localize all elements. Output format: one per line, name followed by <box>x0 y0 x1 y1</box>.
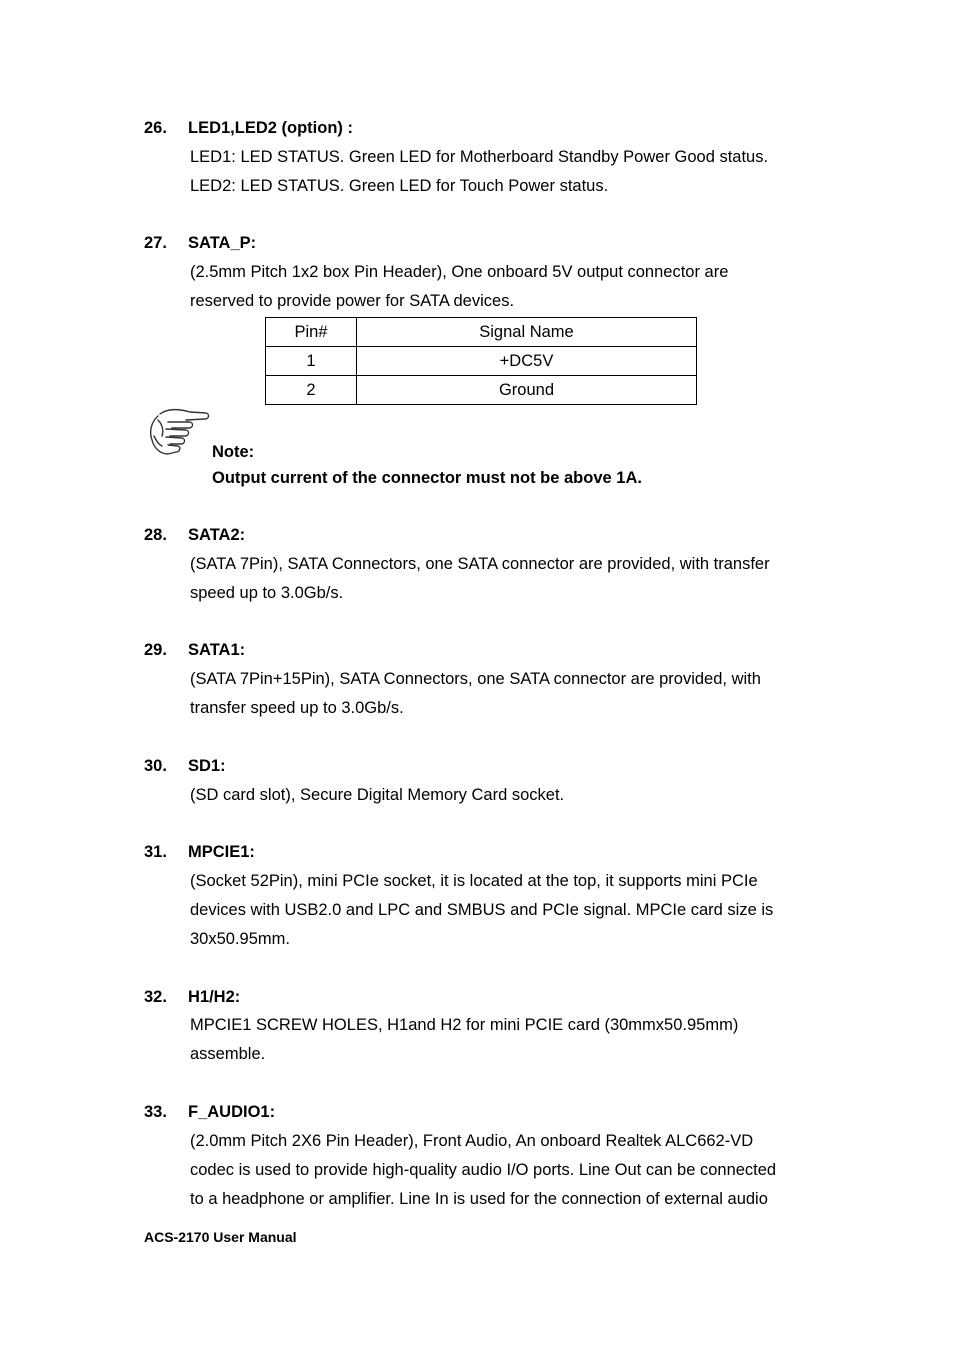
item-26-line-1: LED1: LED STATUS. Green LED for Motherboard Standby Power Good status. <box>190 148 769 166</box>
item-26-line-2: LED2: LED STATUS. Green LED for Touch Power status. <box>190 177 609 195</box>
item-26-heading <box>144 119 353 138</box>
sata-p-pin-table <box>265 317 697 405</box>
item-30-heading <box>144 757 226 776</box>
item-28-line-1: (SATA 7Pin), SATA Connectors, one SATA connector are provided, with transfer <box>190 555 770 573</box>
table-row <box>266 376 697 405</box>
table-cell: Ground <box>357 376 697 405</box>
item-33-heading <box>144 1103 275 1122</box>
table-header-cell: Signal Name <box>357 318 697 347</box>
item-32-line-1: MPCIE1 SCREW HOLES, H1and H2 for mini PCIE card (30mmx50.95mm) <box>190 1016 739 1034</box>
item-28-line-2: speed up to 3.0Gb/s. <box>190 584 344 602</box>
item-33-line-2: codec is used to provide high-quality audio I/O ports. Line Out can be connected <box>190 1161 777 1179</box>
item-title: MPCIE1: <box>188 843 255 861</box>
item-31-line-2: devices with USB2.0 and LPC and SMBUS and PCIe signal. MPCIe card size is <box>190 901 774 919</box>
item-29-line-1: (SATA 7Pin+15Pin), SATA Connectors, one SATA connector are provided, with <box>190 670 761 688</box>
item-32-line-2: assemble. <box>190 1045 266 1063</box>
item-title: SD1: <box>188 757 226 775</box>
item-title: LED1,LED2 (option) : <box>188 119 353 137</box>
item-title: SATA_P: <box>188 234 257 252</box>
item-30-line-1: (SD card slot), Secure Digital Memory Card socket. <box>190 786 565 804</box>
table-cell: 2 <box>266 376 357 405</box>
item-title: F_AUDIO1: <box>188 1103 276 1121</box>
note-title: Note: <box>212 443 255 461</box>
item-number: 32. <box>144 988 167 1006</box>
item-28-heading <box>144 526 245 545</box>
page-footer: ACS-2170 User Manual <box>144 1229 297 1245</box>
item-27-line-2: reserved to provide power for SATA devices. <box>190 292 515 310</box>
note-text: Output current of the connector must not be above 1A. <box>212 469 642 487</box>
pointing-hand-icon <box>146 406 210 458</box>
item-32-heading <box>144 988 240 1007</box>
item-title: SATA2: <box>188 526 246 544</box>
item-27-line-1: (2.5mm Pitch 1x2 box Pin Header), One onboard 5V output connector are <box>190 263 729 281</box>
item-29-heading <box>144 641 245 660</box>
item-27-heading <box>144 234 256 253</box>
table-header-row <box>266 318 697 347</box>
table-row <box>266 347 697 376</box>
item-number: 31. <box>144 843 167 861</box>
item-29-line-2: transfer speed up to 3.0Gb/s. <box>190 699 404 717</box>
table-cell: 1 <box>266 347 357 376</box>
item-title: SATA1: <box>188 641 246 659</box>
item-number: 30. <box>144 757 167 775</box>
item-number: 27. <box>144 234 167 252</box>
item-33-line-3: to a headphone or amplifier. Line In is used for the connection of external audio <box>190 1190 768 1208</box>
item-number: 29. <box>144 641 167 659</box>
item-number: 33. <box>144 1103 167 1121</box>
item-31-heading <box>144 843 255 862</box>
table-cell: +DC5V <box>357 347 697 376</box>
item-number: 26. <box>144 119 167 137</box>
item-33-line-1: (2.0mm Pitch 2X6 Pin Header), Front Audio, An onboard Realtek ALC662-VD <box>190 1132 754 1150</box>
item-title: H1/H2: <box>188 988 241 1006</box>
item-number: 28. <box>144 526 167 544</box>
table-header-cell: Pin# <box>266 318 357 347</box>
item-31-line-1: (Socket 52Pin), mini PCIe socket, it is located at the top, it supports mini PCIe <box>190 872 758 890</box>
item-31-line-3: 30x50.95mm. <box>190 930 290 948</box>
